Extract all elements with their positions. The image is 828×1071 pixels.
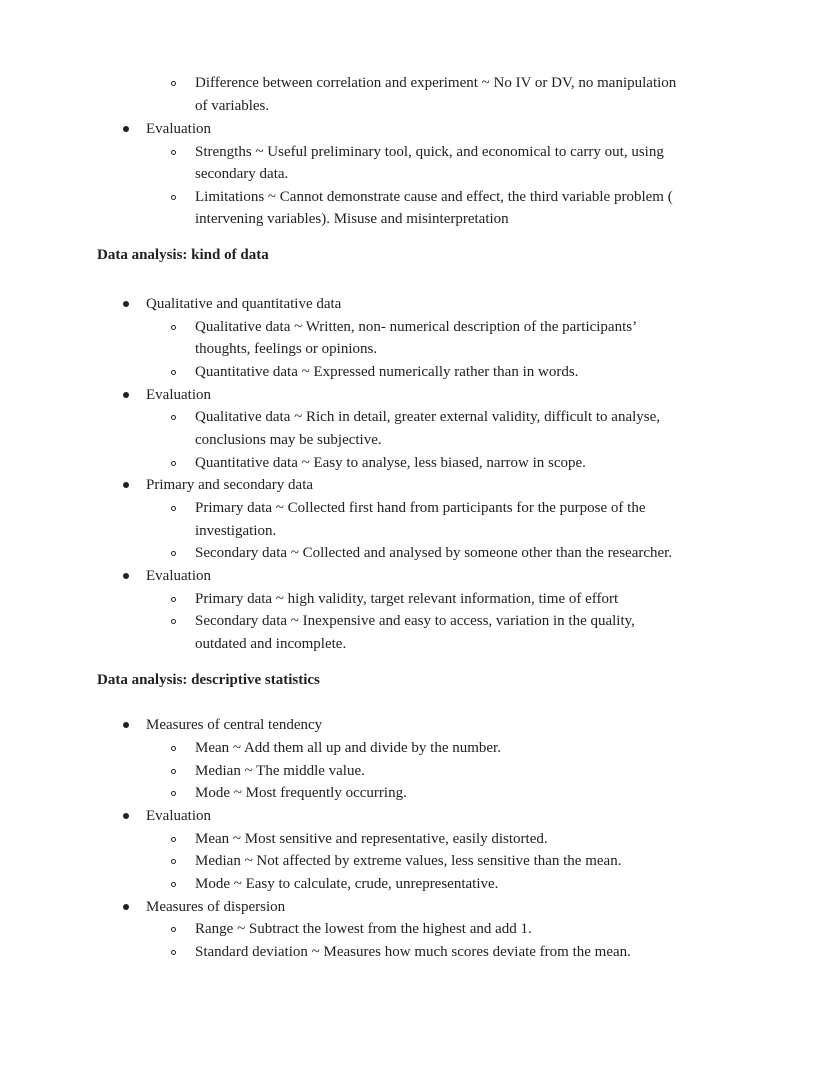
list-item: Median ~ The middle value. (195, 763, 365, 779)
list-item: Qualitative data ~ Written, non- numerical description of the participants’ (195, 319, 638, 335)
bullet-circle-icon (171, 506, 176, 511)
list-item: Mean ~ Most sensitive and representative, easily distorted. (195, 831, 548, 847)
bullet-disc-icon (123, 482, 129, 488)
list-item: Primary data ~ high validity, target relevant information, time of effort (195, 591, 619, 607)
list-item: Quantitative data ~ Easy to analyse, less biased, narrow in scope. (195, 455, 586, 471)
bullet-circle-icon (171, 370, 176, 375)
bullet-circle-icon (171, 195, 176, 200)
bullet-circle-icon (171, 837, 176, 842)
bullet-circle-icon (171, 746, 176, 751)
bullet-circle-icon (171, 769, 176, 774)
bullet-circle-icon (171, 927, 176, 932)
list-item: Mode ~ Easy to calculate, crude, unrepresentative. (195, 876, 499, 892)
bullet-circle-icon (171, 950, 176, 955)
list-item-continuation: secondary data. (195, 166, 289, 182)
bullet-disc-icon (123, 722, 129, 728)
list-item: Measures of dispersion (146, 899, 286, 915)
bullet-circle-icon (171, 791, 176, 796)
bullet-circle-icon (171, 882, 176, 887)
bullet-disc-icon (123, 301, 129, 307)
section-heading: Data analysis: descriptive statistics (97, 672, 320, 688)
list-item: Evaluation (146, 808, 211, 824)
section-heading: Data analysis: kind of data (97, 247, 269, 263)
list-item: Qualitative and quantitative data (146, 296, 342, 312)
bullet-disc-icon (123, 126, 129, 132)
list-item-continuation: conclusions may be subjective. (195, 432, 382, 448)
list-item-continuation: intervening variables). Misuse and misinterpretation (195, 211, 509, 227)
bullet-disc-icon (123, 904, 129, 910)
list-item: Evaluation (146, 121, 211, 137)
list-item: Limitations ~ Cannot demonstrate cause and effect, the third variable problem ( (195, 189, 673, 205)
bullet-circle-icon (171, 551, 176, 556)
list-item: Standard deviation ~ Measures how much scores deviate from the mean. (195, 944, 631, 960)
list-item: Mean ~ Add them all up and divide by the number. (195, 740, 501, 756)
list-item: Quantitative data ~ Expressed numerically rather than in words. (195, 364, 579, 380)
bullet-circle-icon (171, 859, 176, 864)
bullet-circle-icon (171, 150, 176, 155)
list-item-continuation: thoughts, feelings or opinions. (195, 341, 378, 357)
list-item: Mode ~ Most frequently occurring. (195, 785, 407, 801)
list-item-continuation: of variables. (195, 98, 270, 114)
bullet-circle-icon (171, 81, 176, 86)
bullet-disc-icon (123, 573, 129, 579)
bullet-circle-icon (171, 415, 176, 420)
list-item: Primary and secondary data (146, 477, 314, 493)
list-item: Qualitative data ~ Rich in detail, greater external validity, difficult to analyse, (195, 409, 661, 425)
list-item: Evaluation (146, 387, 211, 403)
list-item-continuation: outdated and incomplete. (195, 636, 347, 652)
list-item: Measures of central tendency (146, 717, 323, 733)
list-item: Strengths ~ Useful preliminary tool, quick, and economical to carry out, using (195, 144, 664, 160)
list-item-continuation: investigation. (195, 523, 277, 539)
list-item: Secondary data ~ Inexpensive and easy to access, variation in the quality, (195, 613, 635, 629)
list-item: Difference between correlation and experiment ~ No IV or DV, no manipulation (195, 75, 677, 91)
bullet-disc-icon (123, 392, 129, 398)
bullet-circle-icon (171, 325, 176, 330)
bullet-circle-icon (171, 597, 176, 602)
bullet-circle-icon (171, 619, 176, 624)
bullet-disc-icon (123, 813, 129, 819)
bullet-circle-icon (171, 461, 176, 466)
list-item: Primary data ~ Collected first hand from participants for the purpose of the (195, 500, 646, 516)
list-item: Range ~ Subtract the lowest from the highest and add 1. (195, 921, 532, 937)
list-item: Median ~ Not affected by extreme values, less sensitive than the mean. (195, 853, 622, 869)
list-item: Evaluation (146, 568, 211, 584)
list-item: Secondary data ~ Collected and analysed by someone other than the researcher. (195, 545, 673, 561)
